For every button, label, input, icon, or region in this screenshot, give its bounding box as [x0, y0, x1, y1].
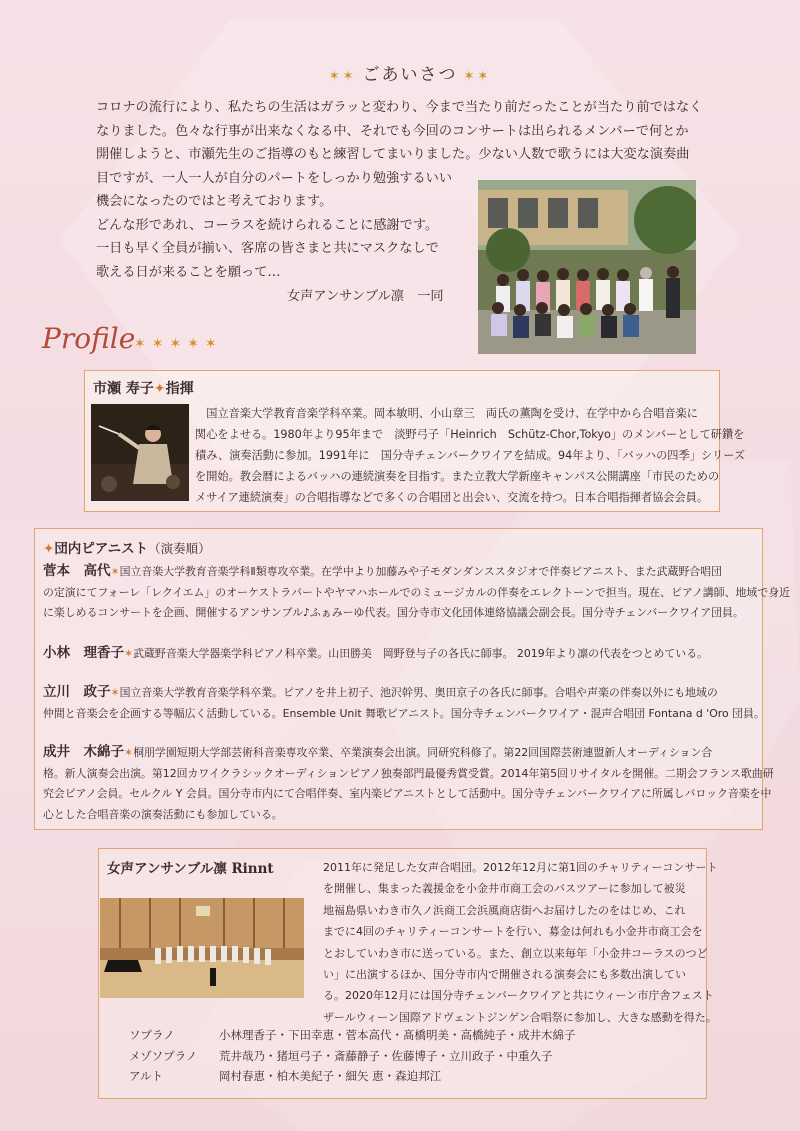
- star-icon: ✶: [124, 647, 134, 660]
- heading-stars-left: ✶✶: [328, 69, 357, 84]
- pianists-subtitle: （演奏順）: [148, 541, 211, 556]
- conductor-bio-line: 関心をよせる。1980年より95年まで 淡野弓子「Heinrich Schütz-Chor,Tokyo」のメンバーとして研鑽を: [195, 428, 745, 441]
- ensemble-line: ザールウィーン国際アドヴェントジンゲン合唱祭に参加し、大きな感動を得た。: [323, 1010, 717, 1024]
- conductor-role: 指揮: [165, 381, 194, 397]
- greeting-signature: 女声アンサンブル凛 一同: [287, 289, 444, 304]
- ensemble-line: い」に出演するほか、国分寺市内で開催される演奏会にも多数出演してい: [323, 968, 686, 982]
- pianist-name: 立川 政子: [43, 684, 111, 700]
- greeting-line: 一日も早く全員が揃い、客席の皆さまと共にマスクなしで: [96, 241, 439, 256]
- star-icon: ✶: [110, 565, 120, 578]
- greeting-line: 歌える日が来ることを願って…: [96, 264, 281, 280]
- ensemble-title: 女声アンサンブル凛 Rinnt: [107, 861, 274, 877]
- pianist-name: 成井 木綿子: [43, 744, 124, 760]
- ensemble-description: [323, 857, 718, 1028]
- member-row: [129, 1066, 576, 1087]
- pianist-bio-line: の定演にてフォーレ「レクイエム」のオーケストラパートやヤマハホールでのミュージカルの伴奏をエレクトーンで担当。現在、ピアノ講師、地域で身近: [43, 585, 790, 599]
- ensemble-line: とおしていわき市に送っている。また、創立以来毎年「小金井コーラスのつど: [323, 946, 708, 960]
- pianist-bio-line: 国立音楽大学教育音楽学科卒業。ピアノを井上初子、池沢幹男、奥田京子の各氏に師事。合唱や声楽の伴奏以外にも地域の: [119, 686, 718, 699]
- pianists-title: 団内ピアニスト: [54, 541, 149, 557]
- greeting-line: なりました。色々な行事が出来なくなる中、それでも今回のコンサートは出られるメンバーで何とか: [96, 123, 689, 139]
- pianist-bio-line: 心とした合唱音楽の演奏活動にも参加している。: [43, 807, 283, 821]
- conductor-bio-line: メサイア連続演奏」の合唱指導などで多くの合唱団と出会い、交流を持つ。日本合唱指揮者協会会員。: [195, 491, 709, 504]
- pianist-bio-line: 仲間と音楽会を企画する等幅広く活動している。Ensemble Unit 舞歌ピアニスト。国分寺チェンバークワイア・混声合唱団 Fontana d 'Oro 団員。: [43, 706, 765, 720]
- conductor-photo: [91, 404, 189, 501]
- pianist-bio-line: 国立音楽大学教育音楽学科Ⅱ類専攻卒業。在学中より加藤みや子モダンダンススタジオで伴奏ピアニスト、また武蔵野合唱団: [119, 565, 722, 578]
- greeting-line: コロナの流行により、私たちの生活はガラッと変わり、今まで当たり前だったことが当たり前ではなく: [96, 100, 703, 115]
- conductor-bio-line: 積み、演奏活動に参加。1991年に 国分寺チェンバークワイアを結成。94年より、「バッハの四季」シリーズ: [195, 449, 746, 462]
- greeting-line: 機会になったのではと考えております。: [96, 194, 333, 209]
- pianist-name: 小林 理香子: [43, 645, 124, 661]
- pianist-bio-line: に楽しめるコンサートを企画、開催するアンサンブル♪ふぁみーゆ代表。国分寺市文化団体連絡協議会副会長。国分寺チェンバークワイア団員。: [43, 606, 744, 619]
- greeting-line: どんな形であれ、コーラスを続けられることに感謝です。: [96, 217, 439, 233]
- pianist-entry: [43, 682, 765, 724]
- greeting-line: 目ですが、一人一人が自分のパートをしっかり勉強するいい: [96, 170, 453, 186]
- diamond-icon: ✦: [43, 541, 55, 557]
- conductor-name: 市瀬 寿子: [93, 381, 154, 397]
- heading-stars-right: ✶✶: [463, 69, 492, 84]
- voice-part: アルト: [129, 1069, 164, 1083]
- greeting-heading: [300, 60, 520, 85]
- member-list: [129, 1025, 576, 1087]
- ensemble-line: を開催し、集まった義援金を小金井市商工会のバスツアーに参加して被災: [323, 882, 686, 896]
- pianist-entry: [43, 742, 774, 825]
- pianist-bio-line: 格。新人演奏会出演。第12回カワイクラシックオーディションピアノ独奏部門最優秀賞受賞。2014年第5回リサイタルを開催。二期会フランス歌曲研: [43, 766, 774, 780]
- ensemble-line: までに4回のチャリティーコンサートを行い、募金は何れも小金井市商工会を: [323, 925, 703, 939]
- ensemble-line: る。2020年12月には国分寺チェンバークワイアと共にウィーン市庁舎フェスト: [323, 989, 714, 1003]
- voice-part: メゾソプラノ: [129, 1048, 198, 1063]
- pianists-box: [34, 528, 790, 830]
- pianist-entry: [43, 643, 755, 665]
- conductor-bio-line: 国立音楽大学教育音楽学科卒業。岡本敏明、小山章三 両氏の薫陶を受け、在学中から合唱音楽に: [195, 407, 698, 420]
- pianist-bio-line: 究会ピアノ会員。セルクル Y 会員。国分寺市内にて合唱伴奏、室内楽ピアニストとして活動中。国分寺チェンバークワイアに所属しバロック音楽を中: [43, 787, 772, 800]
- member-row: [129, 1046, 576, 1067]
- ensemble-box: [98, 848, 718, 1099]
- pianists-heading: [43, 537, 211, 557]
- member-names: 小林理香子・下田幸恵・菅本高代・髙橋明美・高橋純子・成井木綿子: [219, 1028, 576, 1042]
- member-row: [129, 1025, 576, 1046]
- star-icon: ✶: [110, 686, 120, 699]
- pianist-bio-line: 武蔵野音楽大学器楽学科ピアノ科卒業。山田勝美 岡野登与子の各氏に師事。 2019年より凛の代表をつとめている。: [133, 647, 708, 660]
- profile-stars: ✶✶✶✶✶: [134, 336, 223, 352]
- member-names: 岡村春恵・柏木美紀子・細矢 恵・森迫邦江: [219, 1069, 442, 1083]
- greeting-title: ごあいさつ: [362, 65, 458, 85]
- ensemble-line: 2011年に発足した女声合唱団。2012年12月に第1回のチャリティーコンサート: [323, 861, 718, 874]
- pianist-name: 菅本 高代: [43, 563, 111, 579]
- pianist-entry: [43, 561, 790, 624]
- conductor-box: [84, 370, 746, 512]
- greeting-line: 開催しようと、市瀬先生のご指導のもと練習してまいりました。少ない人数で歌うには大変な演奏曲: [96, 147, 690, 162]
- conductor-heading: [93, 378, 194, 398]
- conductor-bio-line: を開始。教会暦によるバッハの連続演奏を目指す。また立教大学新座キャンパス公開講座「市民のための: [195, 470, 720, 483]
- group-photo: [478, 180, 696, 354]
- conductor-bio: [195, 403, 746, 508]
- member-names: 荒井哉乃・猪垣弓子・斎藤静子・佐藤博子・立川政子・中重久子: [219, 1048, 553, 1063]
- voice-part: ソプラノ: [129, 1028, 175, 1042]
- star-icon: ✶: [124, 746, 134, 759]
- profile-heading: Profile: [42, 322, 136, 355]
- diamond-icon: ✦: [153, 381, 166, 397]
- ensemble-line: 地福島県いわき市久ノ浜商工会浜風商店街へお届けしたのをはじめ、これ: [323, 903, 686, 917]
- pianist-bio-line: 桐朋学園短期大学部芸術科音楽専攻卒業、卒業演奏会出演。同研究科修了。第22回国際芸術連盟新人オーディション合: [133, 746, 713, 759]
- concert-hall-photo: [100, 898, 304, 998]
